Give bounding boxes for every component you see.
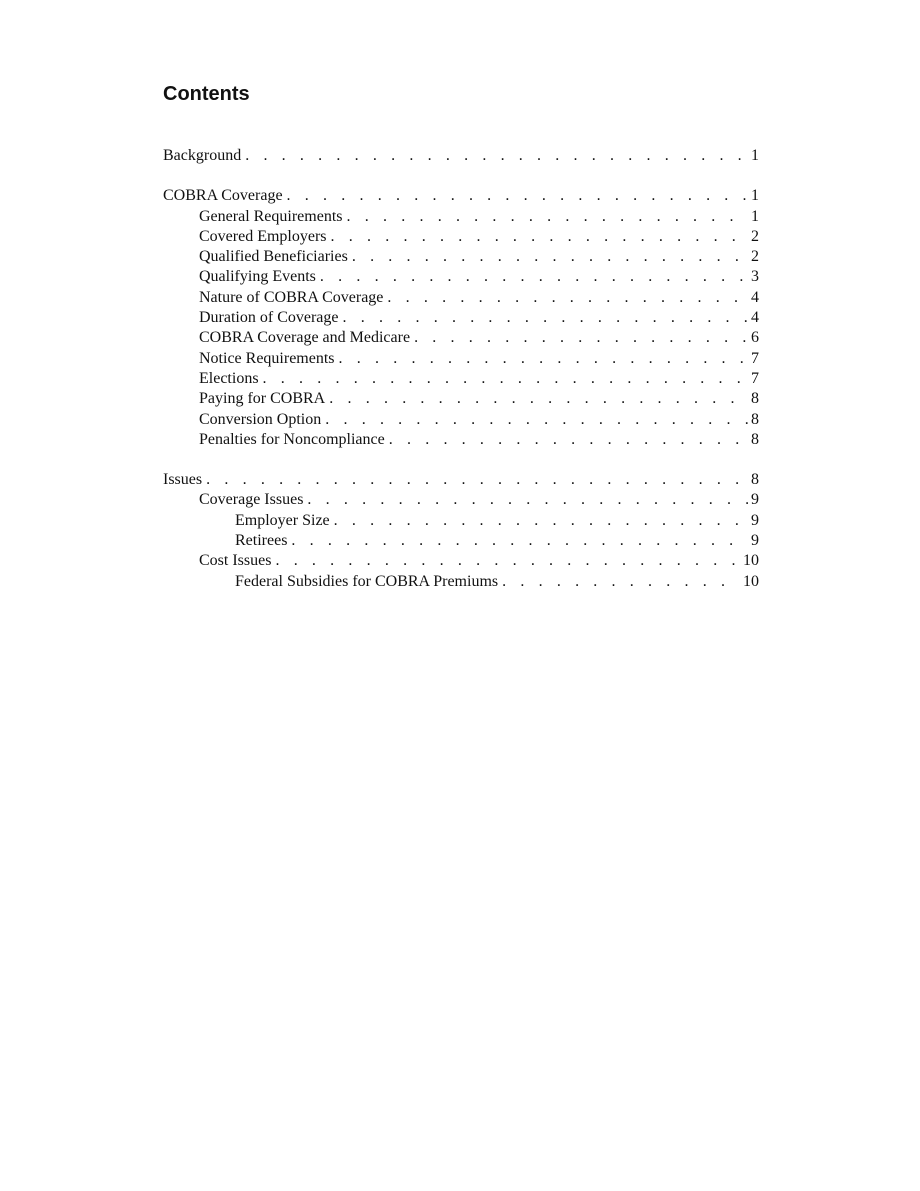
toc-entry-title: Employer Size: [235, 511, 330, 529]
toc-entry-title: Retirees: [235, 532, 288, 550]
toc-entry-page-number: 1: [751, 147, 759, 164]
toc-entry-title: COBRA Coverage and Medicare: [199, 329, 411, 347]
toc-entry[interactable]: [163, 146, 759, 166]
dot-leader: [325, 410, 748, 430]
toc-entry[interactable]: [163, 349, 759, 369]
toc-entry-page-number: 9: [751, 532, 759, 550]
toc-entry[interactable]: [163, 511, 759, 531]
dot-leader: [343, 308, 748, 328]
toc-entry-page-number: 4: [751, 288, 759, 306]
toc-entry-title: Covered Employers: [199, 227, 327, 245]
toc-section: [163, 470, 759, 592]
toc-entry[interactable]: [163, 430, 759, 450]
dot-leader: [347, 207, 749, 227]
dot-leader: [287, 186, 748, 206]
toc-entry-title: Elections: [199, 369, 259, 387]
toc-entry-page-number: 3: [751, 268, 759, 286]
dot-leader: [414, 328, 748, 348]
toc-entry-page-number: 10: [743, 572, 759, 590]
toc-entry-page-number: 8: [751, 430, 759, 448]
table-of-contents: [163, 146, 759, 612]
toc-entry[interactable]: [163, 369, 759, 389]
dot-leader: [334, 511, 748, 531]
toc-section: [163, 146, 759, 166]
toc-entry-title: Coverage Issues: [199, 491, 304, 509]
dot-leader: [329, 389, 748, 409]
toc-entry[interactable]: [163, 207, 759, 227]
toc-entry[interactable]: [163, 389, 759, 409]
dot-leader: [502, 572, 740, 592]
toc-entry[interactable]: [163, 551, 759, 571]
dot-leader: [245, 146, 748, 166]
dot-leader: [389, 430, 748, 450]
toc-entry[interactable]: [163, 328, 759, 348]
toc-entry-title: Cost Issues: [199, 552, 272, 570]
dot-leader: [331, 227, 748, 247]
toc-entry-title: Paying for COBRA: [199, 390, 326, 408]
toc-entry-page-number: 1: [751, 207, 759, 225]
toc-entry[interactable]: [163, 267, 759, 287]
toc-section: [163, 186, 759, 450]
toc-entry[interactable]: [163, 572, 759, 592]
toc-entry-page-number: 2: [751, 227, 759, 245]
toc-entry-page-number: 8: [751, 410, 759, 428]
toc-entry[interactable]: [163, 288, 759, 308]
toc-entry-title: Issues: [163, 471, 203, 489]
toc-entry-title: Nature of COBRA Coverage: [199, 288, 384, 306]
toc-entry-page-number: 10: [743, 552, 759, 570]
toc-entry-title: Conversion Option: [199, 410, 322, 428]
toc-entry-title: Notice Requirements: [199, 349, 335, 367]
toc-entry-page-number: 2: [751, 248, 759, 266]
toc-entry-page-number: 9: [751, 491, 759, 509]
dot-leader: [275, 551, 740, 571]
toc-entry[interactable]: [163, 247, 759, 267]
toc-entry[interactable]: [163, 308, 759, 328]
toc-entry-page-number: 6: [751, 329, 759, 347]
dot-leader: [291, 531, 748, 551]
dot-leader: [387, 288, 748, 308]
toc-entry-page-number: 8: [751, 390, 759, 408]
toc-entry-page-number: 7: [751, 349, 759, 367]
toc-entry-title: Federal Subsidies for COBRA Premiums: [235, 572, 499, 590]
dot-leader: [307, 490, 748, 510]
toc-entry-title: Background: [163, 147, 242, 164]
dot-leader: [206, 470, 748, 490]
toc-entry-title: Duration of Coverage: [199, 309, 339, 327]
toc-entry-page-number: 4: [751, 309, 759, 327]
toc-entry-page-number: 7: [751, 369, 759, 387]
toc-entry-title: COBRA Coverage: [163, 187, 283, 205]
dot-leader: [339, 349, 748, 369]
dot-leader: [320, 267, 748, 287]
toc-entry[interactable]: [163, 186, 759, 206]
toc-entry-page-number: 8: [751, 471, 759, 489]
contents-heading: Contents: [163, 83, 250, 105]
toc-entry-title: General Requirements: [199, 207, 343, 225]
toc-entry[interactable]: [163, 410, 759, 430]
toc-entry-title: Qualifying Events: [199, 268, 316, 286]
toc-entry[interactable]: [163, 490, 759, 510]
toc-entry-page-number: 9: [751, 511, 759, 529]
toc-entry[interactable]: [163, 531, 759, 551]
dot-leader: [263, 369, 748, 389]
toc-entry-title: Penalties for Noncompliance: [199, 430, 385, 448]
toc-entry-page-number: 1: [751, 187, 759, 205]
toc-entry-title: Qualified Beneficiaries: [199, 248, 348, 266]
toc-entry[interactable]: [163, 470, 759, 490]
dot-leader: [352, 247, 748, 267]
toc-entry[interactable]: [163, 227, 759, 247]
